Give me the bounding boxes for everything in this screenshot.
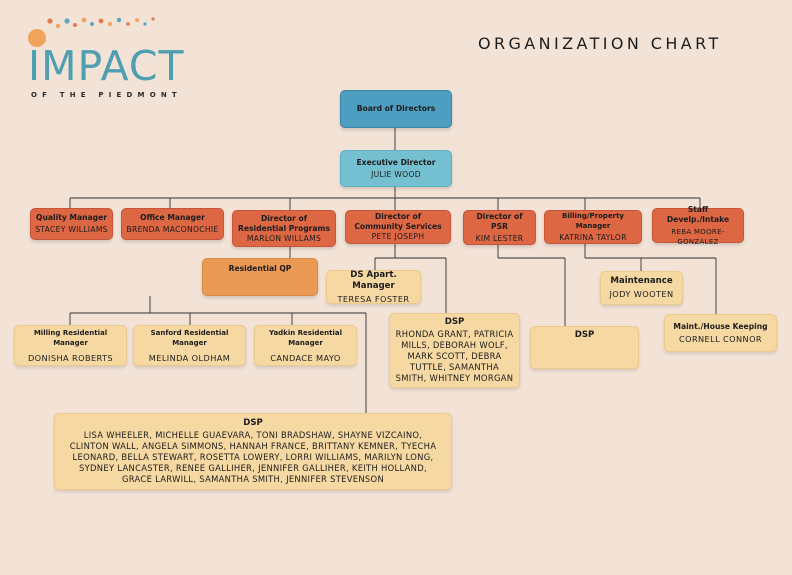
yadkin-title: Yadkin Residential Manager xyxy=(269,328,342,347)
housekeeping-title: Maint./House Keeping xyxy=(673,321,768,331)
office-manager-box xyxy=(121,208,224,240)
milling-name: DONISHA ROBERTS xyxy=(27,352,114,363)
milling-title: Milling Residential Manager xyxy=(33,328,108,347)
residential-qp-title: Residential QP xyxy=(228,264,292,273)
residential-qp-box xyxy=(202,258,318,296)
page-title: ORGANIZATION CHART xyxy=(478,34,722,53)
residential-name: MARLON WILLAMS xyxy=(246,233,322,243)
director-psr-box xyxy=(463,210,536,245)
yadkin-manager-box xyxy=(254,325,357,366)
dsp-psr-box xyxy=(530,326,639,369)
board-title: Board of Directors xyxy=(356,104,436,113)
community-title: Director of Community Services xyxy=(354,212,442,231)
executive-name: JULIE WOOD xyxy=(371,169,421,179)
dsp-community-box xyxy=(389,313,520,388)
ds-apart-name: TERESA FOSTER xyxy=(337,293,410,304)
logo-subtitle: OF THE PIEDMONT xyxy=(31,91,182,99)
psr-title: Director of PSR xyxy=(476,211,523,231)
director-community-box xyxy=(345,210,451,244)
ds-apart-title: DS Apart. Manager xyxy=(350,269,397,291)
quality-title: Quality Manager xyxy=(36,213,107,222)
executive-title: Executive Director xyxy=(356,157,436,167)
staff-title: Staff Develp./Intake xyxy=(666,204,730,224)
billing-name: KATRINA TAYLOR xyxy=(559,233,627,242)
yadkin-name: CANDACE MAYO xyxy=(270,352,341,363)
dsp-community-names: RHONDA GRANT, PATRICIA MILLS, DEBORAH WOLF, MARK SCOTT, DEBRA TUTTLE, SAMANTHA SMITH, WHITNEY MORGAN xyxy=(395,329,514,383)
sanford-manager-box xyxy=(133,325,246,366)
office-name: BRENDA MACONOCHIE xyxy=(126,225,219,234)
milling-manager-box xyxy=(14,325,127,366)
billing-manager-box xyxy=(544,210,642,244)
dsp-residential-names: LISA WHEELER, MICHELLE GUAEVARA, TONI BRADSHAW, SHAYNE VIZCAINO, CLINTON WALL, ANGELA SIMMONS, HANNAH FRANCE, BRITTANY KEMNER, TYECHA LEONARD, BELLA STEWART, ROSETTA LOWERY, LORRI WILLIAMS, MARILYN LONG, SYDNEY LANCASTER, RENEE GALLIHER, JENNIFER GALLIHER, KEITH HOLLAND, GRACE LARWILL, SAMANTHA SMITH, JENNIFER STEVENSON xyxy=(69,430,437,484)
residential-title: Director of Residential Programs xyxy=(238,213,330,233)
dsp-psr-title: DSP xyxy=(574,330,595,340)
ds-apart-manager-box xyxy=(326,270,421,304)
housekeeping-box xyxy=(664,314,777,352)
director-residential-box xyxy=(232,210,336,247)
impact-logo xyxy=(20,14,200,99)
logo-wordmark: IMPACT xyxy=(28,42,185,90)
staff-name: REBA MOORE-GONZALEZ xyxy=(671,227,725,246)
housekeeping-name: CORNELL CONNOR xyxy=(678,333,763,344)
billing-title: Billing/Property Manager xyxy=(562,212,624,230)
sanford-title: Sanford Residential Manager xyxy=(150,328,229,347)
quality-name: STACEY WILLIAMS xyxy=(35,225,108,234)
office-title: Office Manager xyxy=(140,213,205,222)
dsp-community-title: DSP xyxy=(444,317,465,327)
sanford-name: MELINDA OLDHAM xyxy=(148,352,231,363)
community-name: PETE JOSEPH xyxy=(371,232,425,241)
dsp-residential-title: DSP xyxy=(243,418,263,428)
maintenance-title: Maintenance xyxy=(610,276,673,286)
dsp-residential-box xyxy=(54,413,452,490)
staff-development-box xyxy=(652,204,744,246)
executive-director-box xyxy=(340,150,452,187)
board-of-directors-box xyxy=(340,90,452,128)
maintenance-box xyxy=(600,271,683,305)
maintenance-name: JODY WOOTEN xyxy=(609,289,674,299)
quality-manager-box xyxy=(30,208,113,240)
psr-name: KIM LESTER xyxy=(475,233,524,243)
